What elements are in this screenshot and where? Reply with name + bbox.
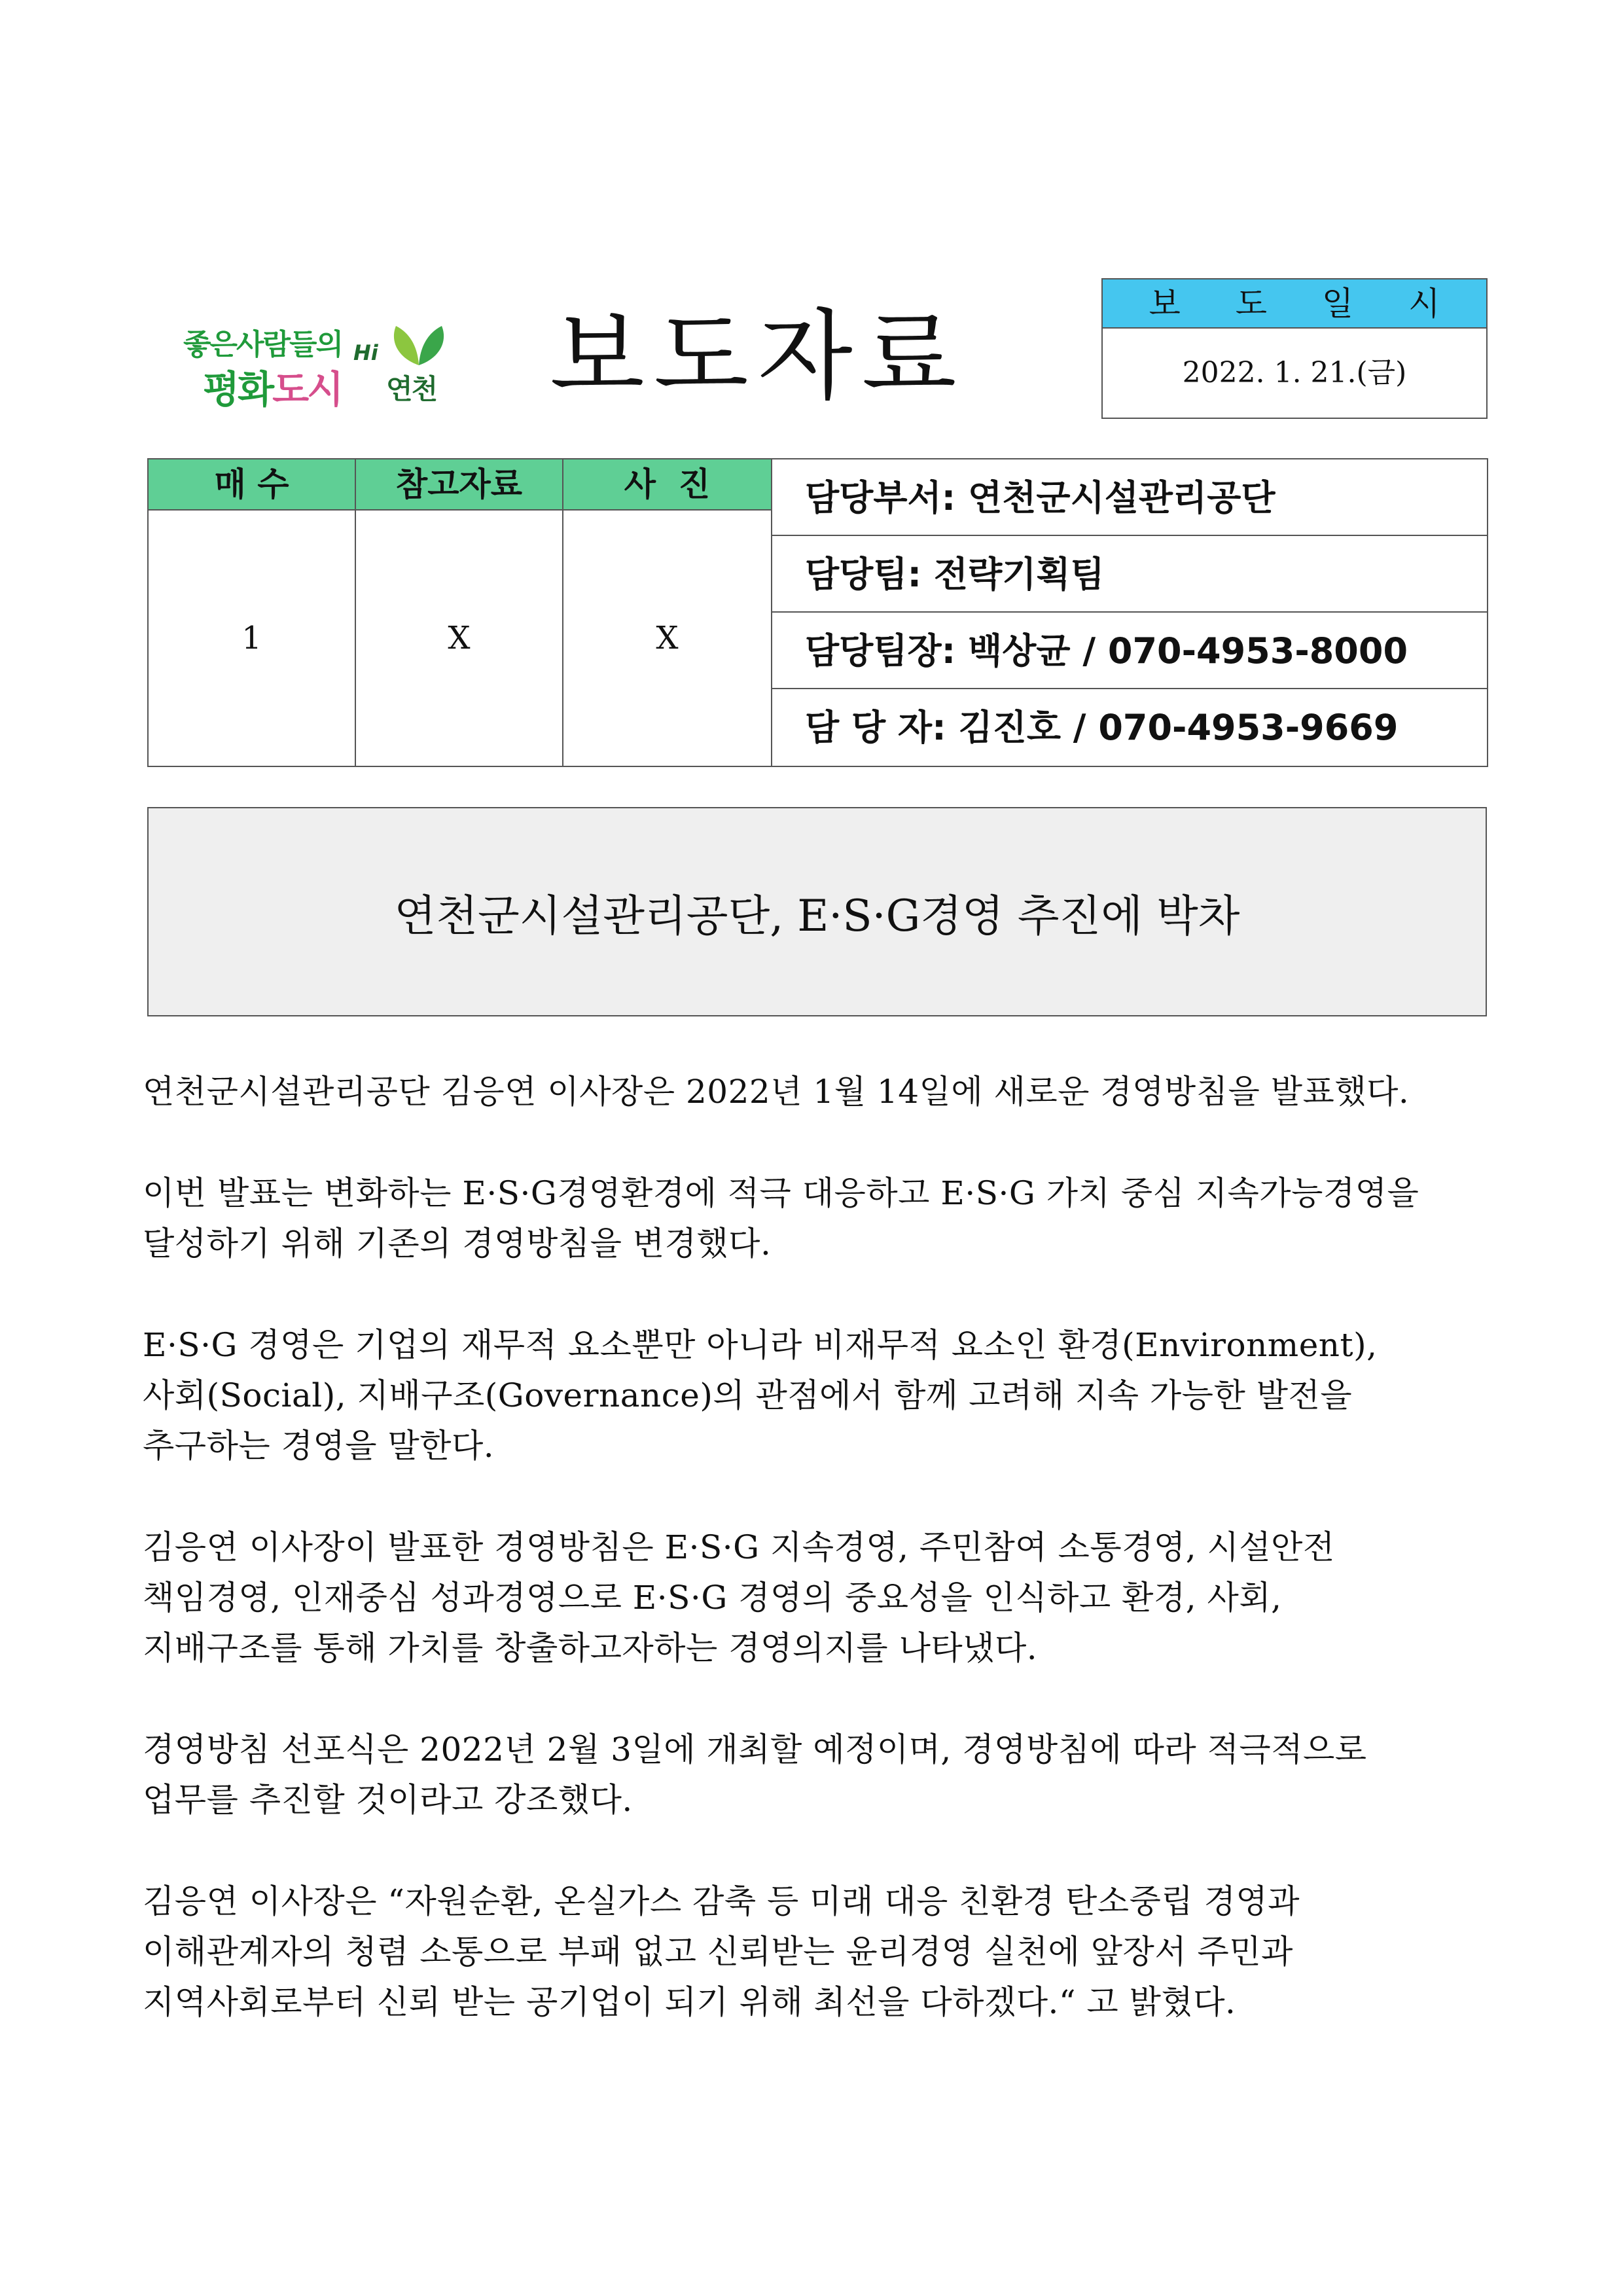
contact-row-team — [772, 536, 1487, 613]
headline-box — [147, 807, 1487, 1016]
contact-label: 담 당 자: — [805, 707, 946, 748]
paragraph: E·S·G 경영은 기업의 재무적 요소뿐만 아니라 비재무적 요소인 환경(Environment), 사회(Social), 지배구조(Governance)의 관점에서 함께 고려해 지속 가능한 발전을 추구하는 경영을 말한다. — [143, 1326, 1378, 1465]
photos-header: 사 진 — [563, 459, 771, 511]
headline: 연천군시설관리공단, E·S·G경영 추진에 박차 — [394, 890, 1240, 941]
contact-value: 김진호 / 070-4953-9669 — [958, 707, 1399, 748]
references-value: X — [448, 620, 471, 656]
pages-column — [149, 459, 356, 766]
contact-row-department — [772, 459, 1487, 536]
references-header: 참고자료 — [356, 459, 562, 511]
logo-hi: Hi — [353, 340, 378, 365]
article-body — [143, 1067, 1484, 2079]
pages-header: 매 수 — [149, 459, 355, 511]
paragraph: 김응연 이사장이 발표한 경영방침은 E·S·G 지속경영, 주민참여 소통경영, 시설안전 책임경영, 인재중심 성과경영으로 E·S·G 경영의 중요성을 인식하고 환경, 사회, 지배구조를 통해 가치를 창출하고자하는 경영의지를 나타냈다. — [143, 1528, 1335, 1667]
contact-label: 담당팀장: — [805, 630, 956, 672]
organization-logo — [164, 308, 465, 419]
references-column — [356, 459, 563, 766]
paragraph: 연천군시설관리공단 김응연 이사장은 2022년 1월 14일에 새로운 경영방침을 발표했다. — [143, 1073, 1410, 1111]
logo-slogan-word1: 평화 — [203, 367, 273, 412]
contact-label: 담당부서: — [805, 477, 956, 518]
release-date-label: 보 도 일 시 — [1103, 279, 1486, 329]
page-title: 보도자료 — [550, 300, 966, 414]
contact-table — [772, 458, 1488, 767]
contact-row-team-leader — [772, 613, 1487, 689]
release-date-value: 2022. 1. 21.(금) — [1182, 356, 1407, 389]
contact-value: 연천군시설관리공단 — [968, 477, 1275, 518]
photos-value: X — [656, 620, 679, 656]
paragraph: 김응연 이사장은 “자원순환, 온실가스 감축 등 미래 대응 친환경 탄소중립 경영과 이해관계자의 청렴 소통으로 부패 없고 신뢰받는 윤리경영 실천에 앞장서 주민과 지역사회로부터 신뢰 받는 공기업이 되기 위해 최선을 다하겠다.“ 고 밝혔다. — [143, 1882, 1300, 2021]
paragraph: 이번 발표는 변화하는 E·S·G경영환경에 적극 대응하고 E·S·G 가치 중심 지속가능경영을 달성하기 위해 기존의 경영방침을 변경했다. — [143, 1174, 1419, 1263]
contact-value: 백상균 / 070-4953-8000 — [968, 630, 1408, 672]
leaf-icon — [386, 319, 452, 372]
contact-row-person-in-charge — [772, 689, 1487, 766]
logo-city: 연천 — [386, 373, 437, 405]
attachment-table — [147, 458, 772, 767]
contact-label: 담당팀: — [805, 554, 922, 595]
paragraph: 경영방침 선포식은 2022년 2월 3일에 개최할 예정이며, 경영방침에 따라 적극적으로 업무를 추진할 것이라고 강조했다. — [143, 1731, 1367, 1819]
logo-slogan-word2: 도시 — [272, 367, 342, 412]
photos-column — [563, 459, 771, 766]
contact-value: 전략기획팀 — [933, 554, 1105, 595]
release-date-box — [1101, 278, 1488, 419]
logo-slogan-line2 — [203, 359, 342, 414]
pages-value: 1 — [241, 620, 262, 656]
logo-slogan-line1: 좋은사람들의 — [183, 328, 343, 361]
